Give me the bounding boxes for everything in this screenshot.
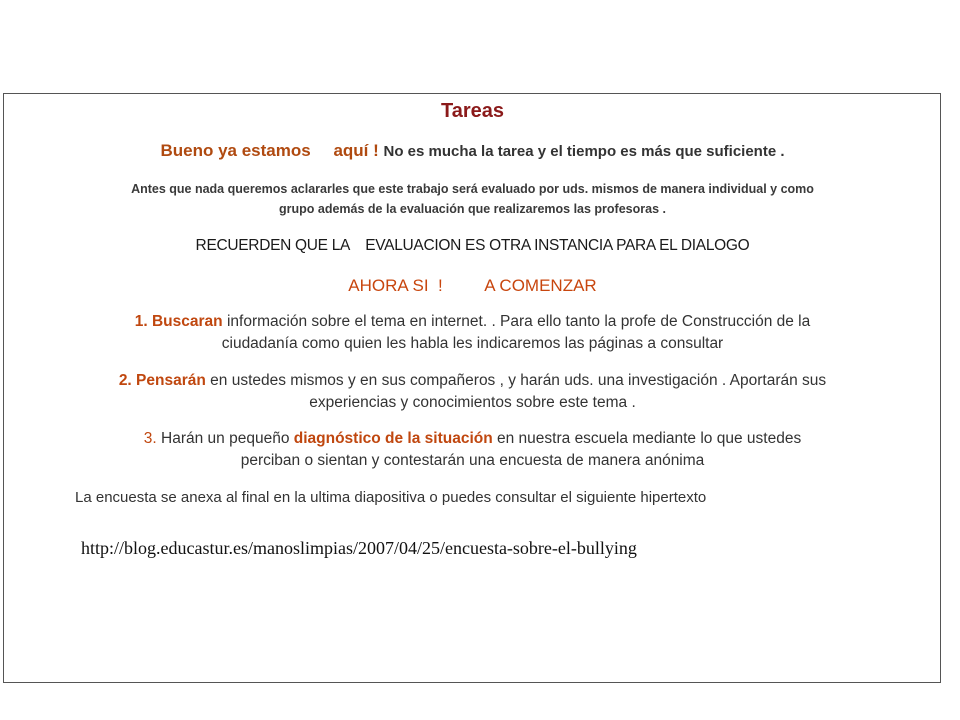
survey-link[interactable]: http://blog.educastur.es/manoslimpias/2007/04/25/encuesta-sobre-el-bullying: [81, 538, 637, 558]
step-3-text-a: Harán un pequeño: [156, 430, 294, 447]
remember-notice: RECUERDEN QUE LA EVALUACION ES OTRA INSTANCIA PARA EL DIALOGO: [195, 237, 750, 254]
step-2-text: en ustedes mismos y en sus compañeros , y harán uds. una investigación . Aportarán sus: [205, 372, 827, 389]
intro-greeting: Bueno ya estamos: [160, 141, 311, 160]
survey-note: La encuesta se anexa al final en la ultima diapositiva o puedes consultar el siguiente hipertexto: [75, 489, 707, 506]
evaluation-note-line1: Antes que nada queremos aclararles que este trabajo será evaluado por uds. mismos de manera individual y como: [131, 182, 814, 196]
step-1-line2: ciudadanía como quien les habla les indicaremos las páginas a consultar: [221, 335, 724, 352]
intro-line: [0, 141, 945, 161]
step-2-line2: experiencias y conocimientos sobre este tema .: [309, 394, 636, 411]
step-3: [0, 428, 945, 472]
step-1-label: 1. Buscaran: [134, 313, 223, 330]
step-3-text-b: en nuestra escuela mediante lo que ustedes: [492, 430, 802, 447]
evaluation-note: [0, 179, 945, 219]
step-3-line1: [0, 428, 945, 450]
step-3-line2: perciban o sientan y contestarán una encuesta de manera anónima: [240, 452, 705, 469]
step-1-line1: [0, 311, 945, 333]
page-title: Tareas: [440, 100, 504, 122]
intro-task-note: No es mucha la tarea y el tiempo es más que suficiente .: [383, 143, 785, 160]
step-2-label: 2. Pensarán: [118, 372, 206, 389]
step-3-emphasis: diagnóstico de la situación: [293, 430, 493, 447]
step-2: [0, 370, 945, 414]
step-3-label: 3.: [143, 430, 157, 447]
evaluation-note-line2: grupo además de la evaluación que realizaremos las profesoras .: [279, 202, 666, 216]
step-1: [0, 311, 945, 355]
intro-here: aquí !: [333, 141, 379, 160]
step-2-line1: [0, 370, 945, 392]
step-1-text: información sobre el tema en internet. . Para ello tanto la profe de Construcción de la: [222, 313, 811, 330]
start-heading: AHORA SI ! A COMENZAR: [348, 276, 597, 295]
